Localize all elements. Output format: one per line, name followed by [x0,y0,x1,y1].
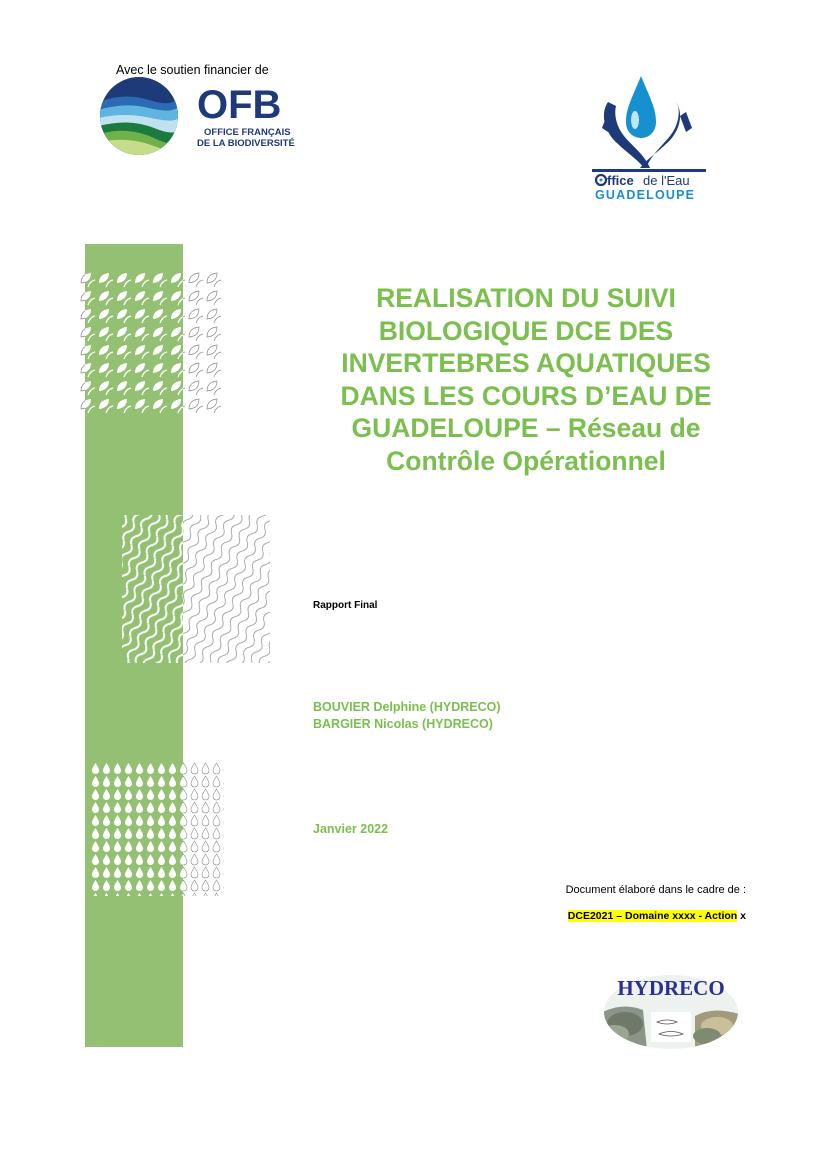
office-eau-line1b: de l'Eau [643,173,690,188]
drop-pattern [90,762,224,896]
ofb-name-line1: OFFICE FRANÇAIS [204,127,291,138]
framework-reference-highlight: DCE2021 – Domaine xxxx - Action [567,910,738,922]
funding-text: Avec le soutien financier de [116,63,269,77]
author-line: BOUVIER Delphine (HYDRECO) [313,700,501,714]
framework-label: Document élaboré dans le cadre de : [565,884,746,896]
ofb-logo [99,76,314,158]
author-line: BARGIER Nicolas (HYDRECO) [313,717,493,731]
title-line: INVERTEBRES AQUATIQUES [341,348,711,378]
title-line: Contrôle Opérationnel [386,445,666,476]
office-eau-line2: GUADELOUPE [595,188,696,202]
title-line: GUADELOUPE – Réseau de [351,413,701,443]
office-eau-line1a: ffice [607,173,634,188]
ofb-acronym: OFB [197,83,282,127]
framework-reference [568,910,746,922]
report-title [316,282,736,477]
framework-reference-tail: x [737,910,746,922]
title-line: BIOLOGIQUE DCE DES [378,315,674,346]
report-type: Rapport Final [313,600,378,611]
report-date: Janvier 2022 [313,822,389,836]
water-drop-icon [626,76,656,138]
ofb-name-line2: DE LA BIODIVERSITÉ [197,138,295,149]
authors [313,699,501,733]
leaf-pattern [78,270,224,416]
office-eau-guadeloupe-logo [588,72,710,204]
title-line: DANS LES COURS D’EAU DE [340,380,712,411]
hydreco-logo [603,972,739,1050]
title-line: REALISATION DU SUIVI [376,283,676,313]
hydreco-wordmark: HYDRECO [617,976,725,1000]
wave-pattern [122,515,270,663]
